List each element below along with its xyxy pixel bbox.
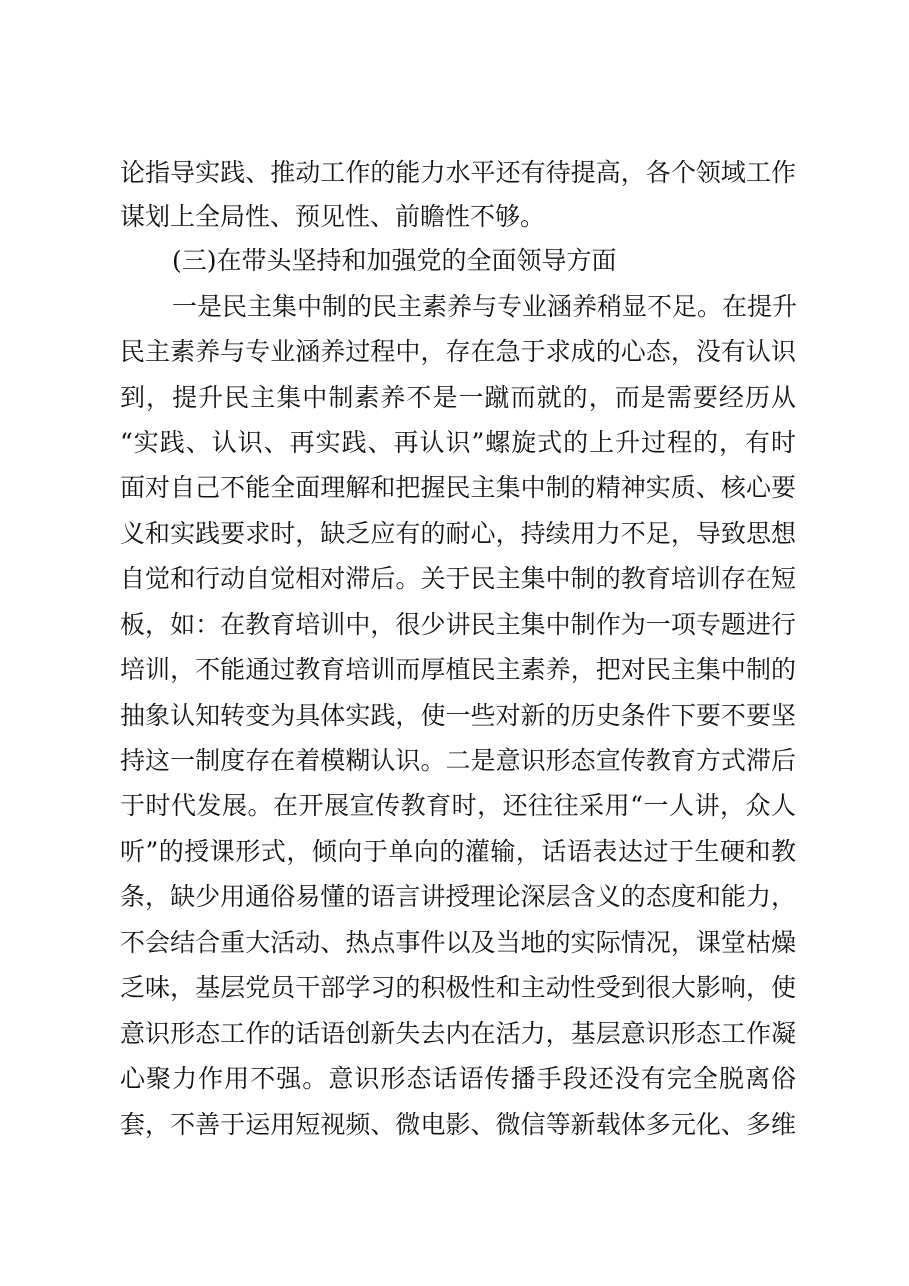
body-line: 民主素养与专业涵养过程中，存在急于求成的心态，没有认识 (120, 337, 796, 366)
body-line: 谋划上全局性、预见性、前瞻性不够。 (120, 202, 546, 231)
body-line: 到，提升民主集中制素养不是一蹴而就的，而是需要经历从 (120, 383, 796, 412)
body-line: 论指导实践、推动工作的能力水平还有待提高，各个领域工作 (120, 158, 796, 187)
body-line: 听”的授课形式，倾向于单向的灌输，话语表达过于生硬和教 (120, 837, 796, 866)
body-line: 义和实践要求时，缺乏应有的耐心，持续用力不足，导致思想 (120, 519, 796, 548)
body-line: 自觉和行动自觉相对滞后。关于民主集中制的教育培训存在短 (120, 564, 796, 593)
body-line: 乏味，基层党员干部学习的积极性和主动性受到很大影响，使 (120, 973, 796, 1002)
body-line: 套，不善于运用短视频、微电影、微信等新载体多元化、多维 (120, 1110, 796, 1139)
body-line: 心聚力作用不强。意识形态话语传播手段还没有完全脱离俗 (120, 1064, 796, 1093)
body-line: “实践、认识、再实践、再认识”螺旋式的上升过程的，有时 (120, 428, 796, 457)
body-line: 板，如：在教育培训中，很少讲民主集中制作为一项专题进行 (120, 610, 796, 639)
body-line: 持这一制度存在着模糊认识。二是意识形态宣传教育方式滞后 (120, 746, 796, 775)
body-line: 意识形态工作的话语创新失去内在活力，基层意识形态工作凝 (120, 1019, 796, 1048)
body-line: 不会结合重大活动、热点事件以及当地的实际情况，课堂枯燥 (120, 928, 796, 957)
body-line: 一是民主集中制的民主素养与专业涵养稍显不足。在提升 (172, 292, 798, 321)
body-line: 培训，不能通过教育培训而厚植民主素养，把对民主集中制的 (120, 655, 796, 684)
body-line: 条，缺少用通俗易懂的语言讲授理论深层含义的态度和能力， (120, 882, 796, 911)
body-line: 面对自己不能全面理解和把握民主集中制的精神实质、核心要 (120, 473, 796, 502)
section-heading: (三)在带头坚持和加强党的全面领导方面 (172, 246, 617, 275)
body-line: 于时代发展。在开展宣传教育时，还往往采用“一人讲，众人 (120, 791, 796, 820)
body-line: 抽象认知转变为具体实践，使一些对新的历史条件下要不要坚 (120, 701, 796, 730)
